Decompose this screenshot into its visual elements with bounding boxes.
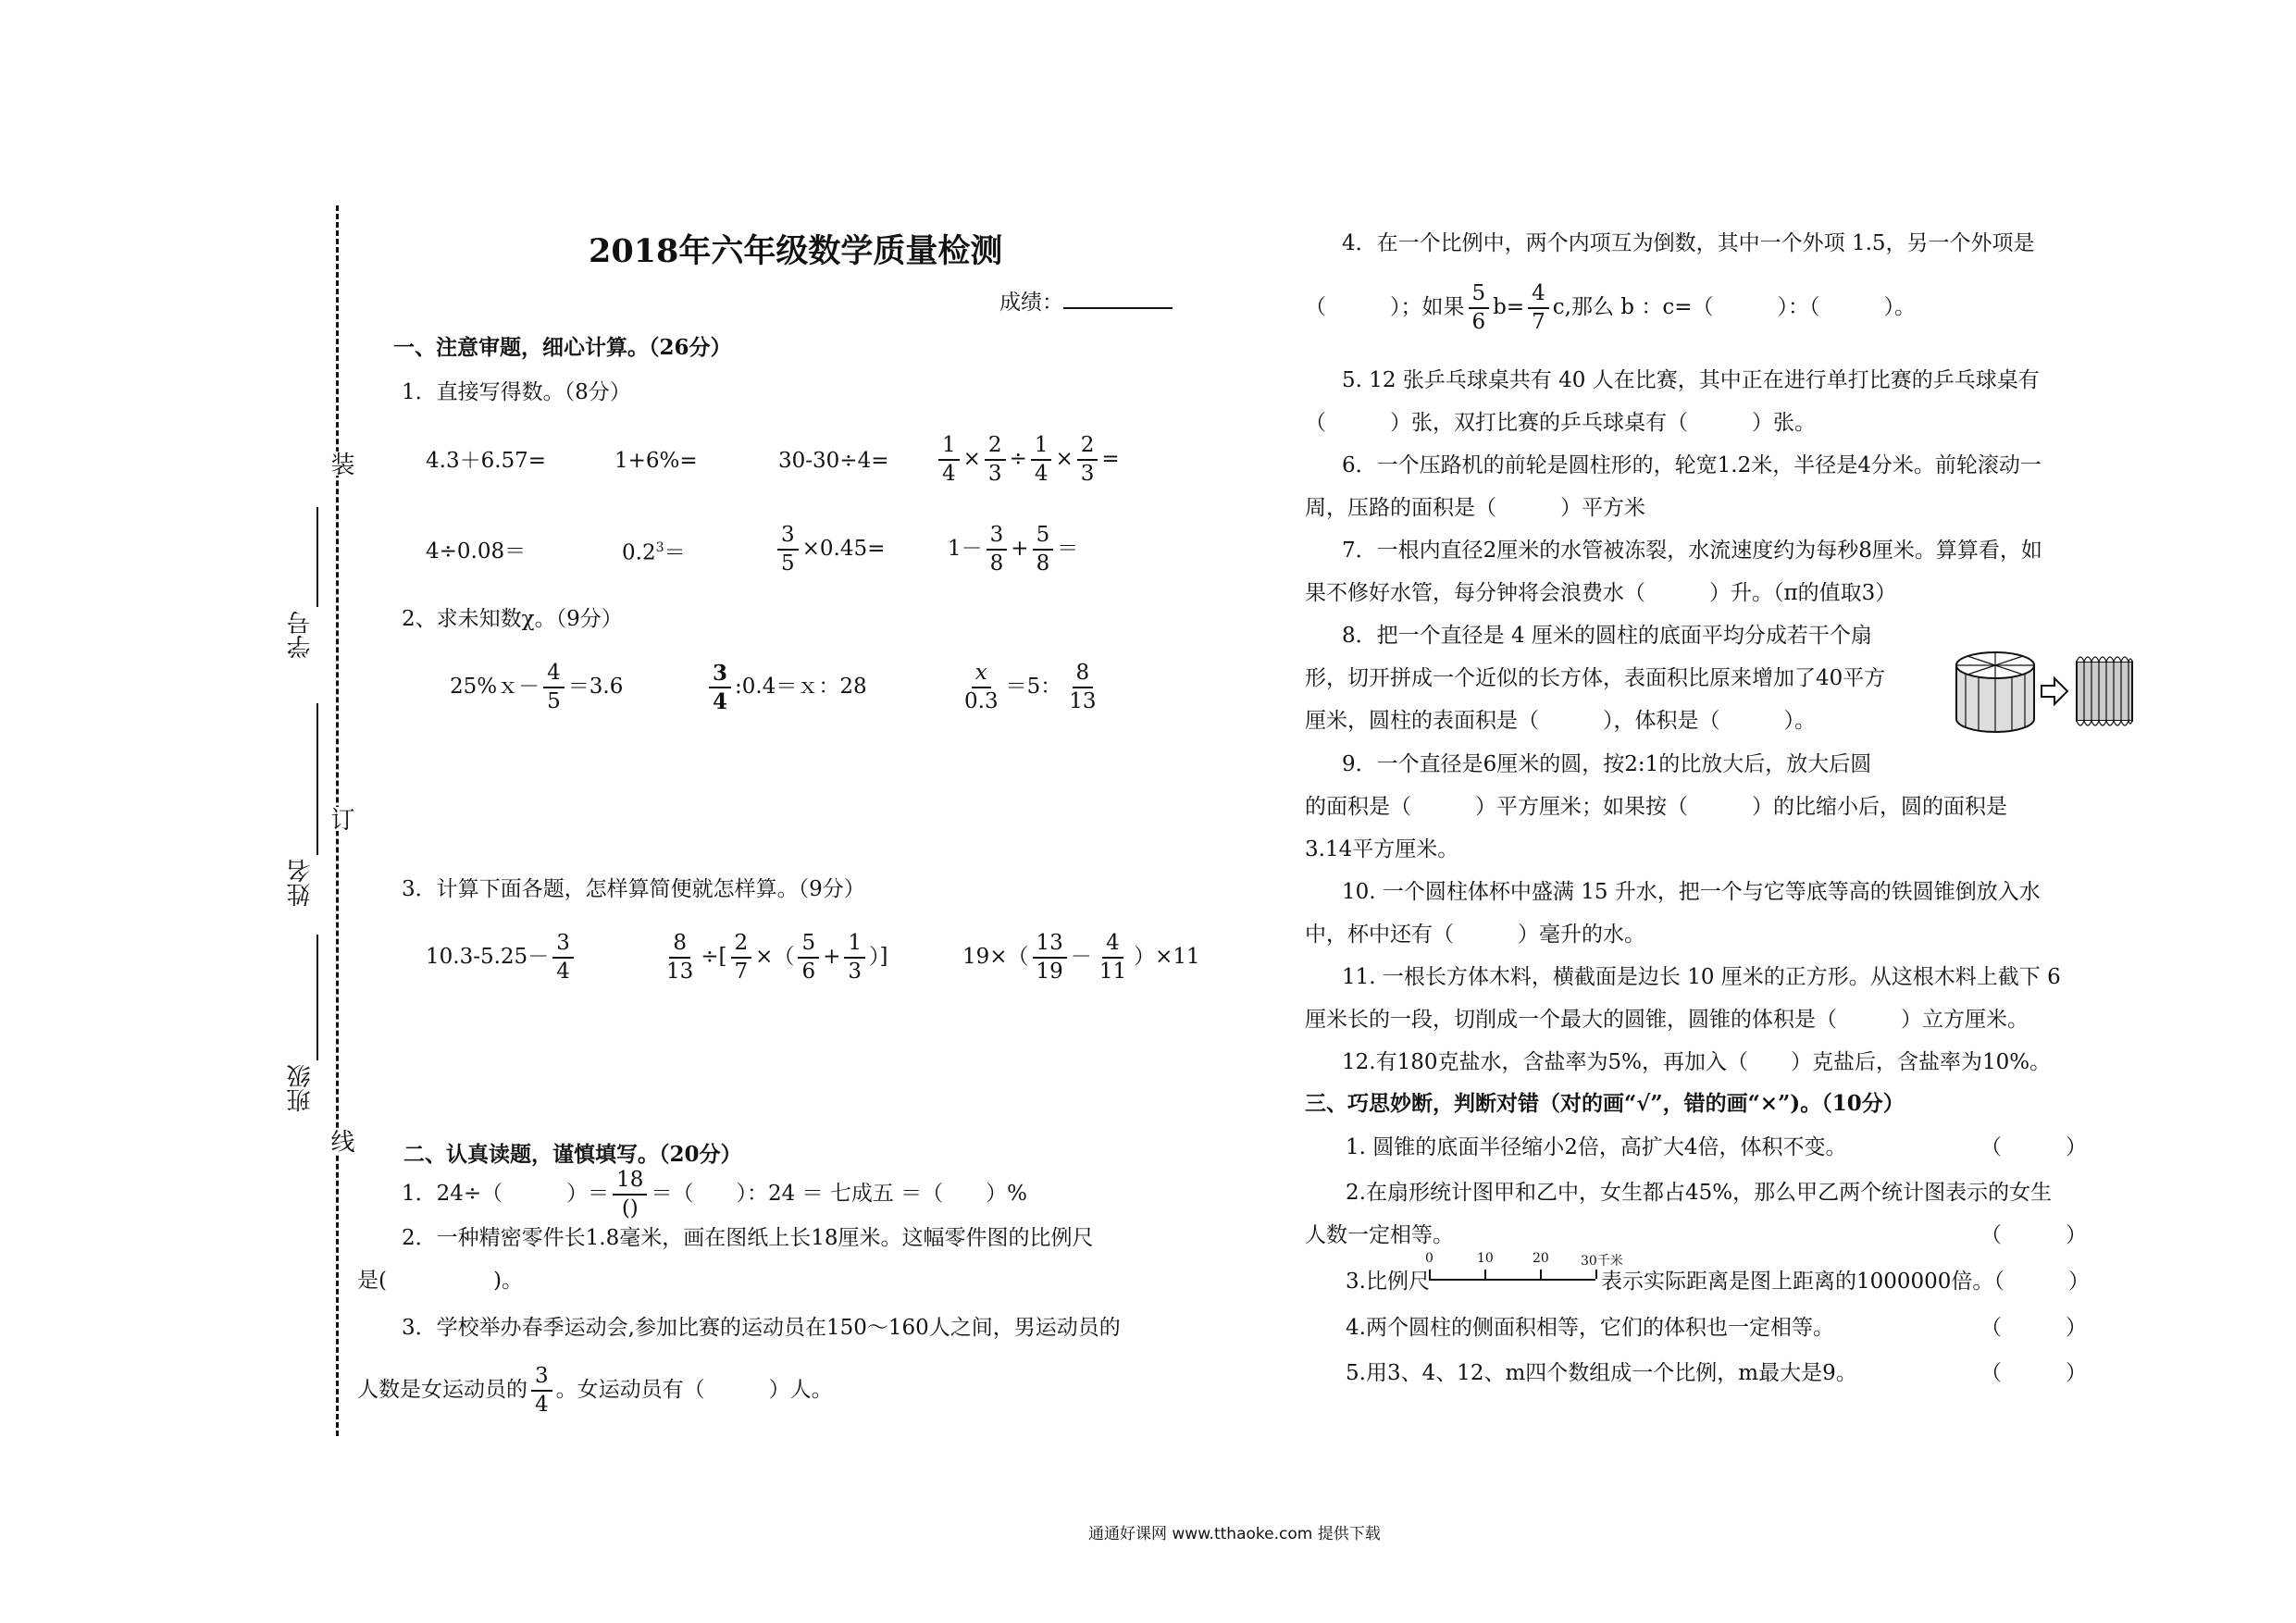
r-q11-line1: 11. 一根长方体木料，横截面是边长 10 厘米的正方形。从这根木料上截下 6 <box>1342 965 2061 989</box>
binding-char-ding: 订 <box>324 807 358 831</box>
r-q9-line2: 的面积是（ ）平方厘米；如果按（ ）的比缩小后，圆的面积是 <box>1305 795 2007 819</box>
s1-q2-eq3: $\frac{x}{0.3}$ ＝5： $\frac{8}{13}$ <box>964 661 1097 713</box>
s2-q3-line2: 人数是女运动员的 $\frac{3}{4}$ 。女运动员有（ ）人。 <box>357 1364 833 1417</box>
j4-text: 4.两个圆柱的侧面积相等，它们的体积也一定相等。 <box>1346 1316 1834 1340</box>
r-q4-line1: 4．在一个比例中，两个内项互为倒数，其中一个外项 1.5，另一个外项是 <box>1342 231 2035 255</box>
j2-answer: （ ） <box>1980 1223 2087 1247</box>
r-q7-line2: 果不修好水管，每分钟将会浪费水（ ）升。（π的值取3） <box>1305 581 1897 605</box>
r-q4-line2: （ ）；如果 $\frac{5}{6}$ b= $\frac{4}{7}$ c,那么 b ：c=（ ）：（ ）。 <box>1305 281 1916 334</box>
binding-char-xian: 线 <box>324 1129 358 1153</box>
s1-q1-label: 1．直接写得数。（8分） <box>402 380 631 404</box>
s2-q2-line2: 是( )。 <box>357 1269 523 1293</box>
s2-q1: 1．24÷（ ）＝ $\frac{18}{()}$ ＝（ ）：24 ＝ 七成五 ＝（ ）% <box>402 1168 1028 1220</box>
page-title: 2018年六年级数学质量检测 <box>589 232 1003 270</box>
j2-line1: 2.在扇形统计图甲和乙中，女生都占45%，那么甲乙两个统计图表示的女生 <box>1346 1181 2053 1205</box>
r-q9-line3: 3.14平方厘米。 <box>1305 837 1459 861</box>
s1-q3-expr3: 19×（ $\frac{13}{19}$ － $\frac{4}{11}$ ）×11 <box>962 931 1200 984</box>
r-q6-line1: 6．一个压路机的前轮是圆柱形的，轮宽1.2米，半径是4分米。前轮滚动一 <box>1342 453 2042 477</box>
scale-tick-30: 30千米 <box>1581 1254 1623 1269</box>
j3-prefix: 3.比例尺 <box>1346 1270 1430 1294</box>
r-q8-line1: 8．把一个直径是 4 厘米的圆柱的底面平均分成若干个扇 <box>1342 624 1872 648</box>
field-name-line <box>316 703 318 855</box>
j5-text: 5.用3、4、12、m四个数组成一个比例，m最大是9。 <box>1346 1361 1857 1385</box>
r-q7-line1: 7．一根内直径2厘米的水管被冻裂，水流速度约为每秒8厘米。算算看，如 <box>1342 539 2042 563</box>
s1-q1-item5: 4÷0.08＝ <box>426 539 527 564</box>
scale-tick-20: 20 <box>1533 1251 1549 1266</box>
r-q8-line3: 厘米，圆柱的表面积是（ ），体积是（ ）。 <box>1305 709 1816 733</box>
s2-q2-line1: 2．一种精密零件长1.8毫米，画在图纸上长18厘米。这幅零件图的比例尺 <box>402 1226 1094 1250</box>
field-class-line <box>316 935 318 1060</box>
s1-q1-item1: 4.3＋6.57= <box>426 449 547 473</box>
s1-q2-eq1: 25%ｘ－ $\frac{4}{5}$ ＝3.6 <box>450 661 624 713</box>
s1-q3-expr1: 10.3-5.25－ $\frac{3}{4}$ <box>426 933 577 983</box>
binding-char-zhuang: 装 <box>324 452 358 476</box>
scale-tick-0: 0 <box>1425 1251 1433 1266</box>
score-field: 成绩： <box>999 292 1173 314</box>
scale-tick-10: 10 <box>1477 1251 1494 1266</box>
s1-q1-item6: $0.2^3=$ <box>622 540 686 565</box>
r-q10-line1: 10. 一个圆柱体杯中盛满 15 升水，把一个与它等底等高的铁圆锥倒放入水 <box>1342 880 2041 904</box>
r-q12: 12.有180克盐水，含盐率为5%，再加入（ ）克盐后，含盐率为10%。 <box>1342 1050 2052 1074</box>
field-name: 姓名 <box>287 859 315 907</box>
j1-answer: （ ） <box>1980 1135 2087 1159</box>
s1-q1-item3: 30-30÷4= <box>778 449 889 473</box>
field-class: 班级 <box>287 1064 315 1112</box>
r-q11-line2: 厘米长的一段，切削成一个最大的圆锥，圆锥的体积是（ ）立方厘米。 <box>1305 1008 2029 1032</box>
cylinder-figure <box>1953 643 2138 745</box>
s1-q1-item4: $\frac{1}{4}$ × $\frac{2}{3}$ ÷ $\frac{1}{4}$ × $\frac{2}{3}$ = <box>935 435 1120 485</box>
j4-answer: （ ） <box>1980 1316 2087 1340</box>
field-student-id-line <box>316 507 318 607</box>
section2-heading: 二、认真读题，谨慎填写。（20分） <box>403 1142 742 1167</box>
footer-credit: 通通好课网 www.tthaoke.com 提供下载 <box>1088 1525 1381 1543</box>
j3-suffix: 表示实际距离是图上距离的1000000倍。（ ） <box>1601 1270 2090 1294</box>
r-q6-line2: 周，压路的面积是（ ）平方米 <box>1305 496 1645 520</box>
j5-answer: （ ） <box>1980 1361 2087 1385</box>
s1-q1-item8: 1－ $\frac{3}{8}$ + $\frac{5}{8}$ ＝ <box>948 523 1079 576</box>
j2-line2: 人数一定相等。 <box>1305 1223 1454 1247</box>
s1-q1-item7: $\frac{3}{5}$ ×0.45= <box>774 525 885 575</box>
r-q8-line2: 形，切开拼成一个近似的长方体，表面积比原来增加了40平方 <box>1305 666 1886 690</box>
r-q5-line1: 5. 12 张乒乓球桌共有 40 人在比赛，其中正在进行单打比赛的乒乓球桌有 <box>1342 368 2040 392</box>
r-q10-line2: 中，杯中还有（ ）毫升的水。 <box>1305 923 1645 947</box>
s2-q3-line1: 3．学校举办春季运动会,参加比赛的运动员在150～160人之间，男运动员的 <box>402 1316 1121 1340</box>
r-q9-line1: 9．一个直径是6厘米的圆，按2:1的比放大后，放大后圆 <box>1342 752 1872 776</box>
s1-q2-label: 2、求未知数χ。（9分） <box>402 607 623 631</box>
s1-q1-item2: 1+6%= <box>614 449 698 473</box>
section1-heading: 一、注意审题，细心计算。（26分） <box>393 335 732 360</box>
j1-text: 1. 圆锥的底面半径缩小2倍，高扩大4倍，体积不变。 <box>1346 1135 1847 1159</box>
s1-q3-label: 3．计算下面各题，怎样算简便就怎样算。（9分） <box>402 877 865 901</box>
r-q5-line2: （ ）张，双打比赛的乒乓球桌有（ ）张。 <box>1305 411 1816 435</box>
s1-q3-expr2: $\frac{8}{13}$ ÷[ $\frac{2}{7}$ ×（ $\frac{5}{6}$ + $\frac{1}{3}$ ）] <box>666 931 888 984</box>
field-student-id: 学号 <box>287 611 315 659</box>
section3-heading: 三、巧思妙断，判断对错（对的画“√”，错的画“×”)。（10分） <box>1305 1091 1905 1116</box>
s1-q2-eq2: $\frac{3}{4}$ :0.4＝ｘ：28 <box>705 663 867 712</box>
scale-bar <box>1425 1251 1623 1295</box>
